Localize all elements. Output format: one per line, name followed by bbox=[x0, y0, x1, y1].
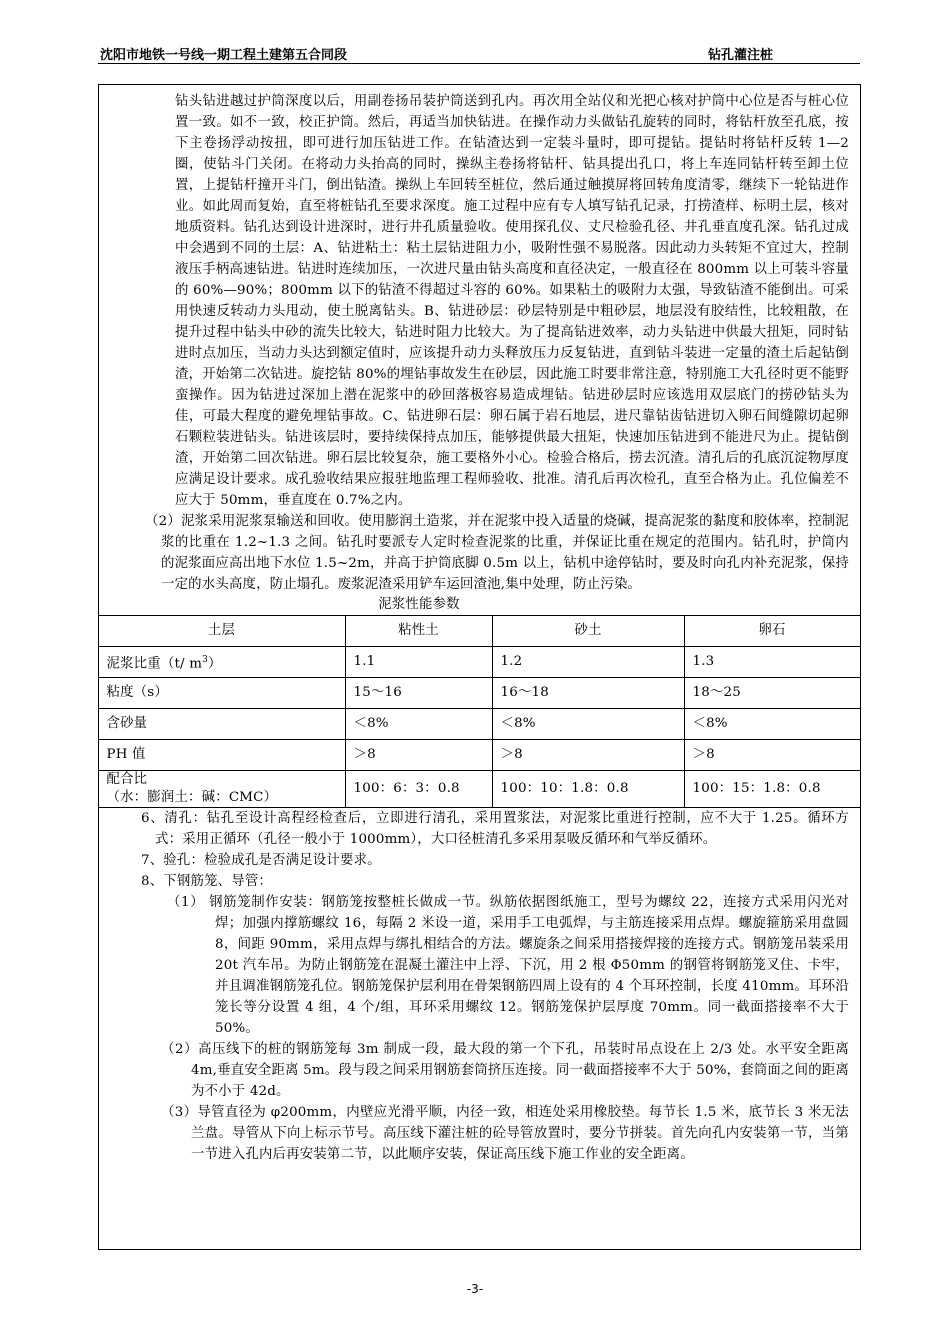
page-number: -3- bbox=[466, 1282, 484, 1296]
mud-paragraph: （2）泥浆采用泥浆泵输送和回收。使用膨润土造浆，并在泥浆中投入适量的烧碱，提高泥浆的黏度和胶体率，控制泥浆的比重在 1.2~1.3 之间。钻孔时要派专人定时检查泥浆的比重，并保证比重在规定的范围内。钻孔时，护筒内的泥浆面应高出地下水位 1.5~2m，并高于护筒底脚 0.5m 以上，钻机中途停钻时，要及时向孔内补充泥浆，保持一定的水头高度，防止塌孔。废浆泥渣采用铲车运回渣池,集中处理，防止污染。 bbox=[145, 514, 849, 592]
table-cell: 100：10：1.8：0.8 bbox=[492, 771, 684, 808]
cage-section-title: 8、下钢筋笼、导管： bbox=[141, 874, 273, 889]
header-project-title: 沈阳市地铁一号线一期工程土建第五合同段 bbox=[100, 48, 348, 63]
header-rule bbox=[98, 63, 860, 64]
table-cell: ＞8 bbox=[684, 740, 860, 771]
table-cell: ＜8% bbox=[684, 709, 860, 740]
content-frame bbox=[98, 84, 861, 1250]
table-header-cell: 土层 bbox=[98, 616, 345, 647]
inspect-hole-paragraph: 7、验孔：检验成孔是否满足设计要求。 bbox=[141, 853, 381, 868]
table-header-cell: 卵石 bbox=[684, 616, 860, 647]
table-cell: 18～25 bbox=[684, 678, 860, 709]
table-cell: 1.3 bbox=[684, 647, 860, 678]
mud-table-title: 泥浆性能参数 bbox=[378, 597, 460, 612]
table-header-cell: 粘性土 bbox=[345, 616, 492, 647]
table-cell-label: 含砂量 bbox=[98, 709, 345, 740]
table-header-row bbox=[98, 616, 860, 647]
body-text bbox=[99, 91, 859, 1165]
header-section-title: 钻孔灌注桩 bbox=[708, 48, 774, 63]
tremie-pipe-paragraph: （3）导管直径为 φ200mm，内壁应光滑平顺，内径一致，相连处采用橡胶垫。每节长 1.5 米，底节长 3 米无法兰盘。导管从下向上标示节号。高压线下灌注桩的砼导管放置时，要分节拼装。首先向孔内安装第一节，当第一节进入孔内后再安装第二节，以此顺序安装，保证高压线下施工作业的安全距离。 bbox=[161, 1105, 849, 1162]
table-cell: 100：6：3：0.8 bbox=[345, 771, 492, 808]
cage-fabrication-paragraph: （1） 钢筋笼制作安装：钢筋笼按整桩长做成一节。纵筋依据图纸施工，型号为螺纹 22，连接方式采用闪光对焊；加强内撑筋螺纹 16，每隔 2 米设一道，采用手工电弧焊，与主筋连接采用点焊。螺旋箍筋采用盘圆 8，间距 90mm，采用点焊与绑扎相结合的方法。螺旋条之间采用搭接焊接的连接方式。钢筋笼吊装采用 20t 汽车吊。为防止钢筋笼在混凝土灌注中上浮、下沉，用 2 根 Φ50mm 的钢管将钢筋笼叉住、卡牢，并且调准钢筋笼孔位。钢筋笼保护层利用在骨架钢筋四周上设有的 4 个耳环控制，长度 410mm。耳环沿笼长等分设置 4 组，4 个/组，耳环采用螺纹 12。钢筋笼保护层厚度 70mm。同一截面搭接率不大于 50%。 bbox=[167, 895, 849, 1036]
table-cell-label: 泥浆比重（t/ $m^3$） bbox=[98, 647, 345, 678]
cage-highvoltage-paragraph: （2）高压线下的桩的钢筋笼每 3m 制成一段，最大段的第一个下孔，吊装时吊点设在上 2/3 处。水平安全距离 4m,垂直安全距离 5m。段与段之间采用钢筋套筒挤压连接。同一截面搭接率不大于 50%，套筒面之间的距离为不小于 42d。 bbox=[161, 1042, 849, 1099]
clean-hole-paragraph: 6、清孔：钻孔至设计高程经检查后，立即进行清孔，采用置浆法，对泥浆比重进行控制，应不大于 1.25。循环方式：采用正循环（孔径一般小于 1000mm），大口径桩清孔多采用泵吸反循环和气举反循环。 bbox=[141, 811, 849, 847]
table-row bbox=[98, 771, 860, 808]
table-cell-label: 粘度（s） bbox=[98, 678, 345, 709]
table-cell: 100：15：1.8：0.8 bbox=[684, 771, 860, 808]
table-cell: 15～16 bbox=[345, 678, 492, 709]
table-cell: 16～18 bbox=[492, 678, 684, 709]
table-cell: 1.1 bbox=[345, 647, 492, 678]
table-cell-label: 配合比 （水：膨润土：碱：CMC） bbox=[98, 771, 345, 808]
table-cell: ＞8 bbox=[345, 740, 492, 771]
table-cell: ＜8% bbox=[492, 709, 684, 740]
table-cell-label: PH 值 bbox=[98, 740, 345, 771]
table-header-cell: 砂土 bbox=[492, 616, 684, 647]
table-row bbox=[98, 647, 860, 678]
table-row bbox=[98, 709, 860, 740]
table-row bbox=[98, 740, 860, 771]
table-cell: ＞8 bbox=[492, 740, 684, 771]
drilling-paragraph: 钻头钻进越过护筒深度以后，用副卷扬吊装护筒送到孔内。再次用全站仪和光把心核对护筒中心位是否与桩心位置一致。如不一致，校正护筒。然后，再适当加快钻进。在操作动力头做钻孔旋转的同时，将钻杆放至孔底，按下主卷扬浮动按扭，即可进行加压钻进工作。在钻渣达到一定装斗量时，即可提钻。提钻时将钻杆反转 1—2 圈，使钻斗门关闭。在将动力头抬高的同时，操纵主卷扬将钻杆、钻具提出孔口，将上车连同钻杆转至卸土位置，上提钻杆撞开斗门，倒出钻渣。操纵上车回转至桩位，然后通过触摸屏将回转角度清零，继续下一轮钻进作业。如此周而复始，直至将桩钻孔至要求深度。施工过程中应有专人填写钻孔记录，打捞渣样、标明土层，核对地质资料。钻孔达到设计进深时，进行井孔质量验收。使用探孔仪、丈尺检验孔径、井孔垂直度孔深。钻孔过成中会遇到不同的土层：A、钻进粘土：粘土层钻进阻力小，吸附性强不易脱落。因此动力头转矩不宜过大，控制液压手柄高速钻进。钻进时连续加压，一次进尺量由钻头高度和直径决定，一般直径在 800mm 以上可装斗容量的 60%—90%；800mm 以下的钻渣不得超过斗容的 60%。如果粘土的吸附力太强，导致钻渣不能倒出。可采用快速反转动力头甩动，使土脱离钻头。B、钻进砂层：砂层特别是中粗砂层，地层没有胶结性，比较粗散，在提升过程中钻头中砂的流失比较大，钻进时阻力比较大。为了提高钻进效率，动力头钻进中供最大扭矩，同时钻进时点加压，当动力头达到额定值时，应该提升动力头释放压力反复钻进，直到钻斗装进一定量的渣土后起钻倒渣，开始第二次钻进。旋挖钻 80%的埋钻事故发生在砂层，因此施工时要非常注意，特别施工大孔径时更不能野蛮操作。因为钻进过深加上潜在泥浆中的砂回落极容易造成埋钻。钻进砂层时应该选用双层底门的捞砂钻头为佳，可最大程度的避免埋钻事故。C、钻进卵石层：卵石属于岩石地层，进尺靠钻齿钻进切入卵石间缝隙切起卵石颗粒装进钻头。钻进该层时，要持续保持点加压，能够提供最大扭矩，快速加压钻进到不能进尺为止。提钻倒渣，开始第二回次钻进。卵石层比较复杂，施工要格外小心。检验合格后，捞去沉渣。清孔后的孔底沉淀物厚度应满足设计要求。成孔验收结果应报驻地监理工程师验收、批准。清孔后再次检孔，直至合格为止。孔位偏差不应大于 50mm，垂直度在 0.7%之内。 bbox=[175, 94, 849, 508]
table-cell: ＜8% bbox=[345, 709, 492, 740]
table-cell: 1.2 bbox=[492, 647, 684, 678]
page-header bbox=[98, 44, 860, 64]
table-row bbox=[98, 678, 860, 709]
mud-properties-table bbox=[98, 615, 861, 808]
